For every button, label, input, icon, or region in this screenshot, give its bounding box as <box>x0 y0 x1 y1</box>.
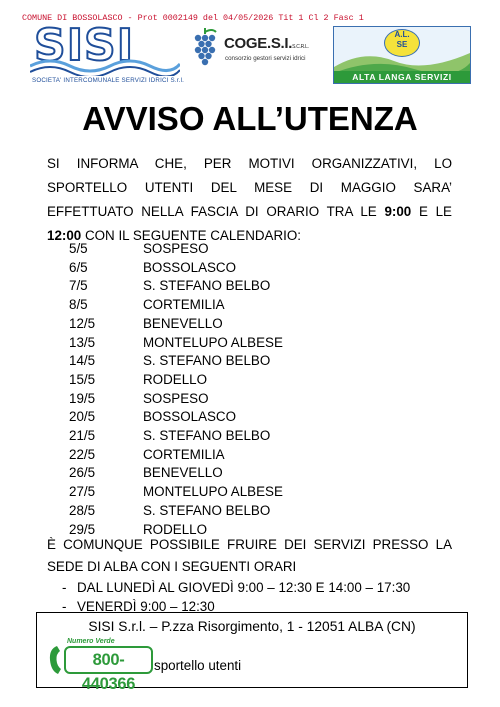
phone-number: 800-440366 <box>64 646 153 674</box>
schedule-place: SOSPESO <box>143 390 209 406</box>
schedule-date: 28/5 <box>69 502 96 518</box>
schedule-place: BENEVELLO <box>143 465 223 481</box>
sisi-logo-text: SISI <box>34 20 135 71</box>
schedule-row <box>69 240 283 259</box>
schedule-date: 21/5 <box>69 428 96 444</box>
schedule-row <box>69 352 283 371</box>
grape-icon <box>190 26 220 66</box>
alse-logo <box>333 26 471 84</box>
schedule-date: 8/5 <box>69 297 88 313</box>
schedule-row <box>69 315 283 334</box>
schedule-list <box>69 240 283 539</box>
notice-title: AVVISO ALL’UTENZA <box>82 100 418 137</box>
schedule-place: S. STEFANO BELBO <box>143 428 271 444</box>
notice-outro: È COMUNQUE POSSIBILE FRUIRE DEI SERVIZI PRESSO LA SEDE DI ALBA CON I SEGUENTI ORARI <box>47 537 452 574</box>
schedule-place: RODELLO <box>143 521 207 537</box>
footer-address: SISI S.r.l. – P.zza Risorgimento, 1 - 12051 ALBA (CN) <box>88 619 416 634</box>
schedule-date: 7/5 <box>69 278 88 294</box>
schedule-place: CORTEMILIA <box>143 297 225 313</box>
schedule-row <box>69 502 283 521</box>
schedule-date: 27/5 <box>69 484 96 500</box>
wave-icon <box>30 56 180 76</box>
phone-icon <box>47 645 63 675</box>
schedule-row <box>69 483 283 502</box>
footer-service: sportello utenti <box>154 658 242 673</box>
schedule-date: 6/5 <box>69 259 88 275</box>
list-item: - VENERDÌ 9:00 – 12:30 <box>62 599 215 614</box>
schedule-place: BOSSOLASCO <box>143 409 237 425</box>
schedule-row <box>69 408 283 427</box>
numero-verde-badge <box>47 638 155 693</box>
schedule-row <box>69 390 283 409</box>
schedule-row <box>69 446 283 465</box>
schedule-date: 15/5 <box>69 371 96 387</box>
contact-box <box>36 612 468 693</box>
alse-logo-bar: ALTA LANGA SERVIZI <box>334 71 470 83</box>
schedule-date: 20/5 <box>69 409 96 425</box>
protocol-stamp: COMUNE DI BOSSOLASCO - Prot 0002149 del 04/05/2026 Tit 1 Cl 2 Fasc 1 <box>22 13 364 23</box>
schedule-place: BENEVELLO <box>143 315 223 331</box>
schedule-place: BOSSOLASCO <box>143 259 237 275</box>
schedule-place: MONTELUPO ALBESE <box>143 484 283 500</box>
cogesi-logo-subtitle: consorzio gestori servizi idrici <box>225 55 306 62</box>
schedule-place: CORTEMILIA <box>143 446 225 462</box>
schedule-place: S. STEFANO BELBO <box>143 278 271 294</box>
cogesi-logo <box>190 26 320 66</box>
schedule-place: MONTELUPO ALBESE <box>143 334 283 350</box>
notice-intro: SI INFORMA CHE, PER MOTIVI ORGANIZZATIVI, LO SPORTELLO UTENTI DEL MESE DI MAGGIO SARA’ EFFETTUATO NELLA FASCIA DI ORARIO TRA LE 9:00 E LE 12:00 CON IL SEGUENTE CALENDARIO: <box>47 156 452 243</box>
schedule-place: SOSPESO <box>143 241 209 256</box>
office-hours-list <box>62 578 410 616</box>
list-item: - DAL LUNEDÌ AL GIOVEDÌ 9:00 – 12:30 E 14:00 – 17:30 <box>62 580 411 595</box>
schedule-place: S. STEFANO BELBO <box>143 502 271 518</box>
schedule-row <box>69 464 283 483</box>
schedule-date: 5/5 <box>69 241 88 256</box>
alse-logo-badge: A.L. SE <box>384 29 420 57</box>
cogesi-logo-text: COGE.S.I.S.C.R.L. <box>224 35 309 52</box>
schedule-date: 14/5 <box>69 353 96 369</box>
schedule-place: RODELLO <box>143 371 207 387</box>
schedule-row <box>69 334 283 353</box>
schedule-date: 19/5 <box>69 390 96 406</box>
schedule-row <box>69 371 283 390</box>
schedule-row <box>69 277 283 296</box>
schedule-date: 13/5 <box>69 334 96 350</box>
schedule-row <box>69 296 283 315</box>
schedule-date: 29/5 <box>69 521 96 537</box>
schedule-date: 26/5 <box>69 465 96 481</box>
schedule-row <box>69 259 283 278</box>
schedule-row <box>69 427 283 446</box>
schedule-place: S. STEFANO BELBO <box>143 353 271 369</box>
sisi-logo <box>30 20 185 86</box>
schedule-date: 12/5 <box>69 315 96 331</box>
numero-verde-label: Numero Verde <box>67 638 115 645</box>
sisi-logo-subtitle: SOCIETA' INTERCOMUNALE SERVIZI IDRICI S.r.l. <box>32 77 185 84</box>
schedule-date: 22/5 <box>69 446 96 462</box>
